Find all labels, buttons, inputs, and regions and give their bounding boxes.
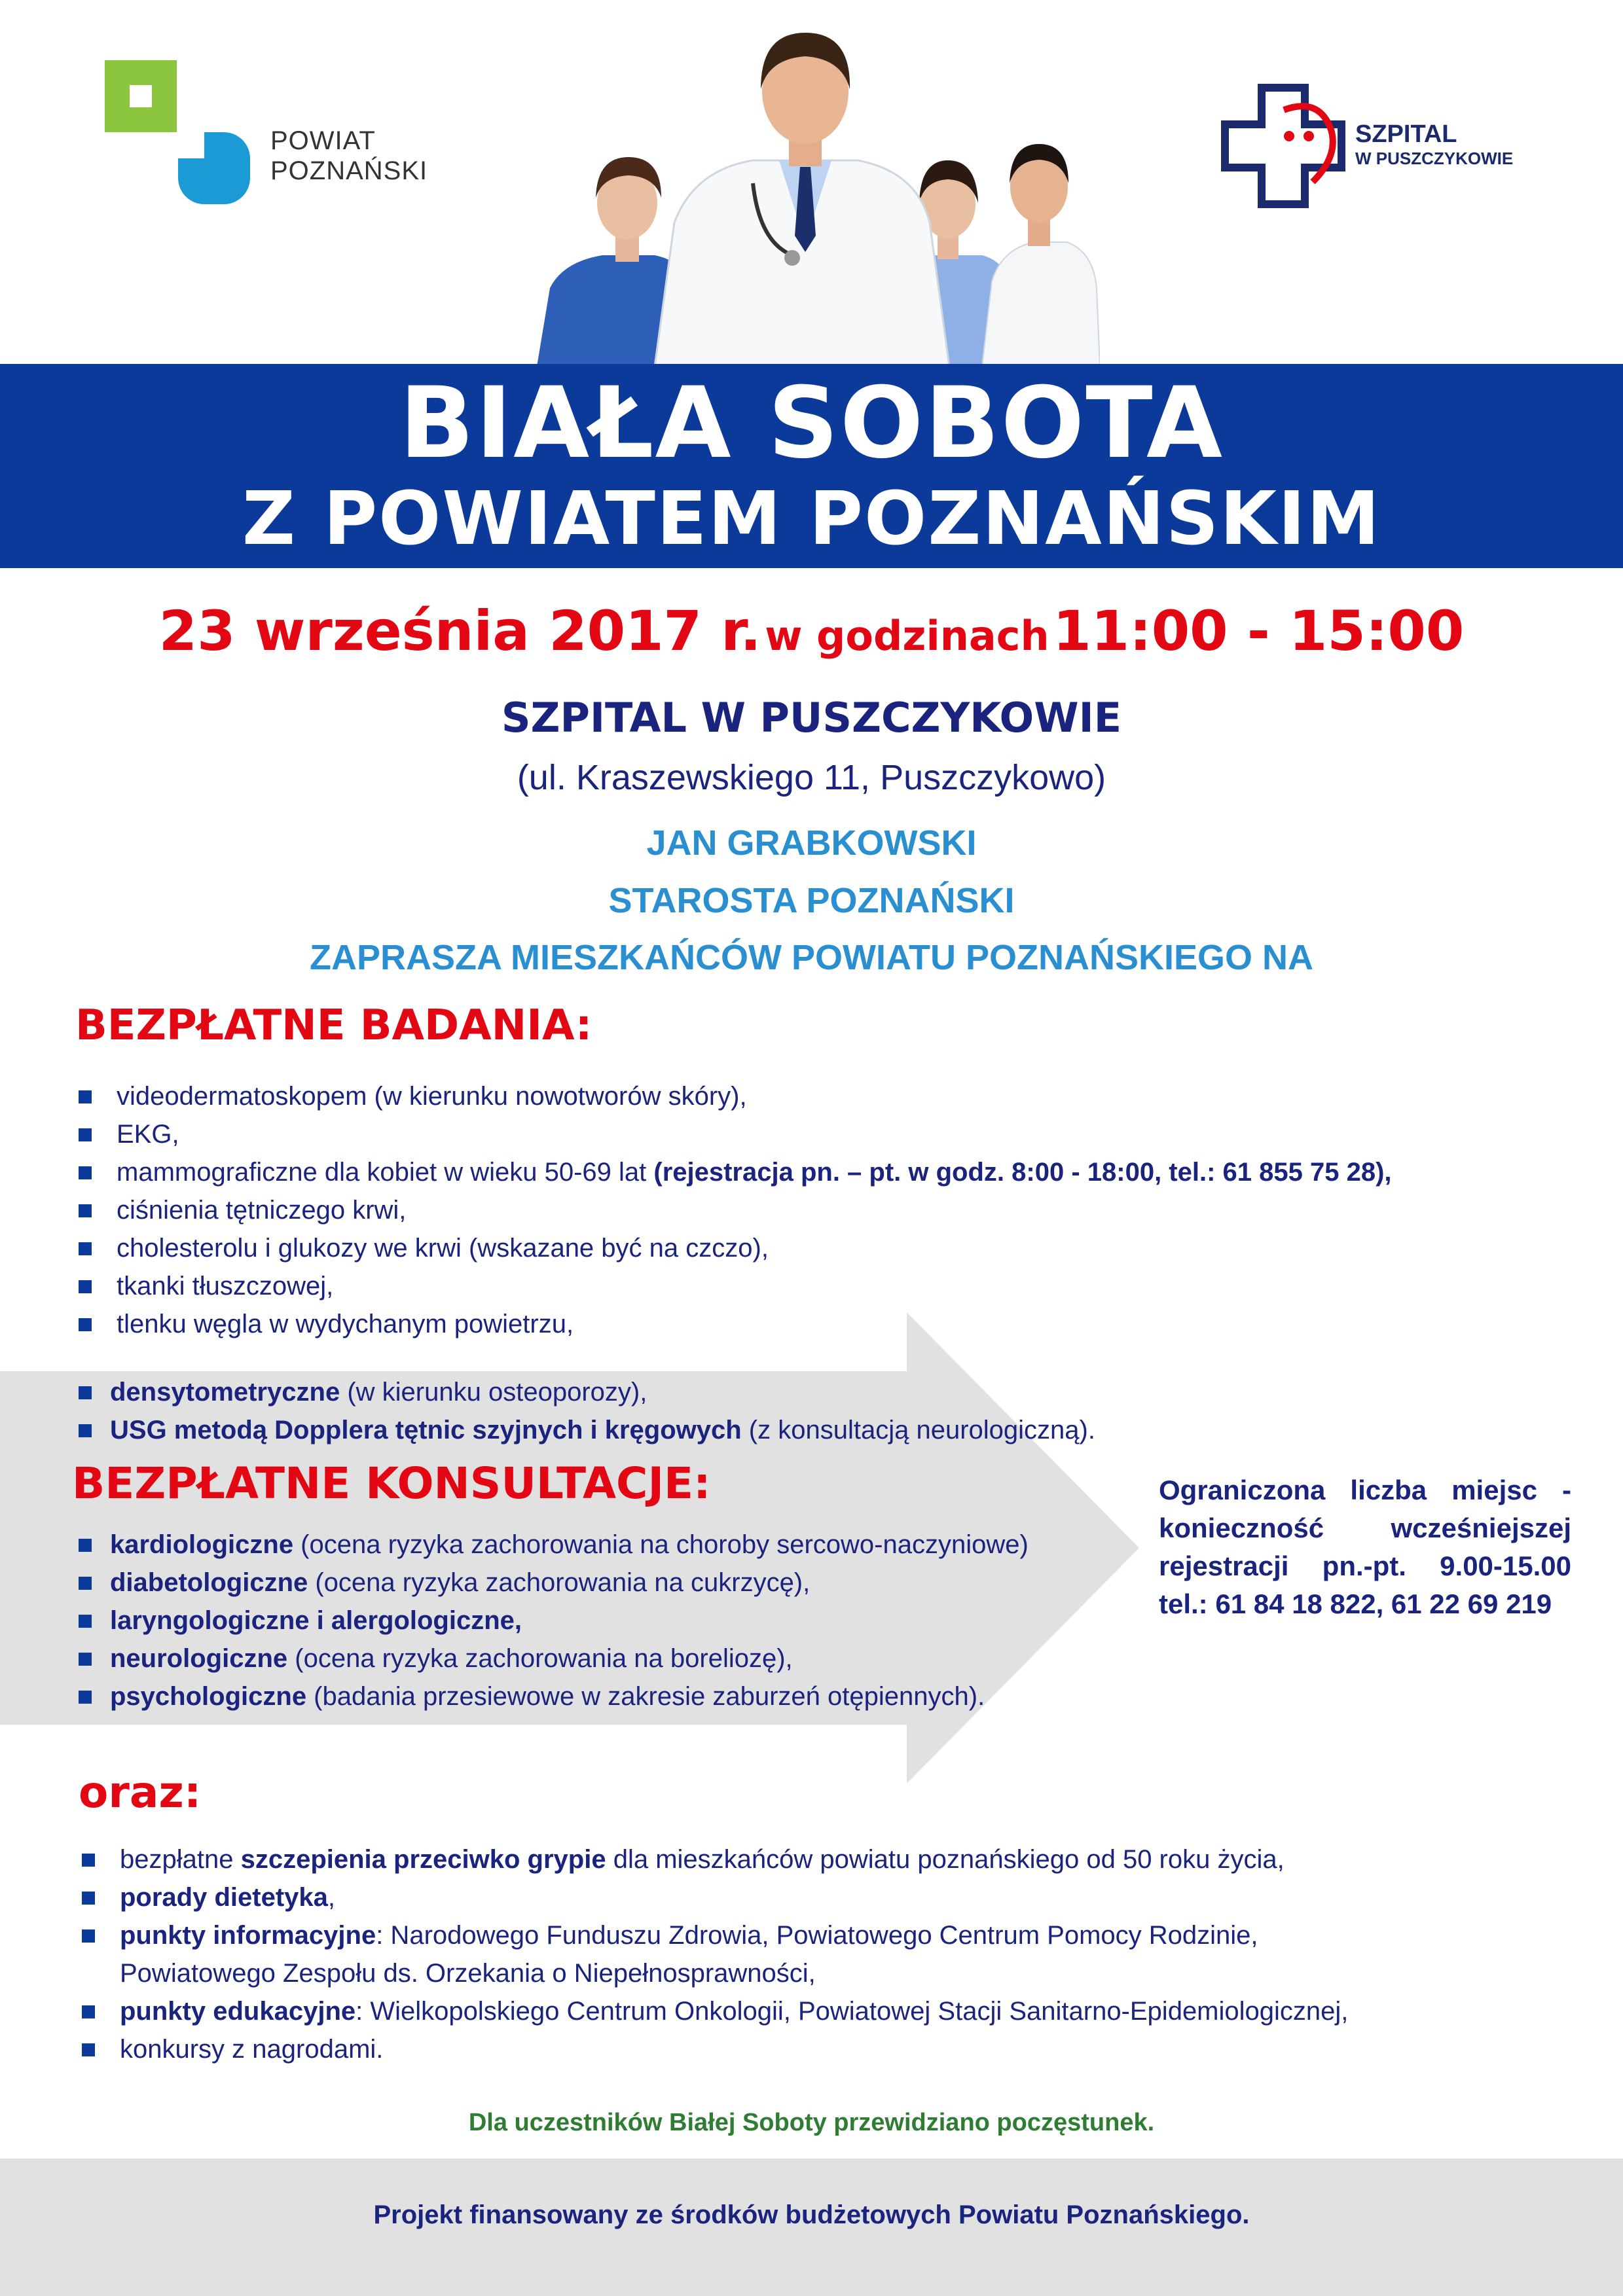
list-item-continuation: Powiatowego Zespołu ds. Orzekania o Niepełnosprawności, — [120, 1959, 816, 1988]
szpital-logo-line1: SZPITAL — [1355, 120, 1457, 148]
square-bullet-icon — [82, 2005, 95, 2018]
event-hours-label: w godzinach — [765, 612, 1049, 660]
doctor-main-figure — [655, 33, 949, 367]
square-bullet-icon — [79, 1615, 92, 1628]
square-bullet-icon — [79, 1691, 92, 1704]
event-date: 23 września 2017 r. — [158, 599, 761, 663]
list-item: densytometryczne (w kierunku osteoporozy), — [79, 1373, 1095, 1411]
powiat-logo-text — [270, 126, 428, 186]
poster-subtitle: Z POWIATEM POZNAŃSKIM — [242, 476, 1381, 562]
poster-title: BIAŁA SOBOTA — [399, 367, 1224, 480]
list-item: cholesterolu i glukozy we krwi (wskazane być na czczo), — [79, 1229, 1392, 1267]
square-bullet-icon — [82, 2043, 95, 2056]
free-tests-list — [79, 1077, 1392, 1343]
free-tests-heading: BEZPŁATNE BADANIA: — [75, 1001, 593, 1050]
list-item: videodermatoskopem (w kierunku nowotworów skóry), — [79, 1077, 1392, 1115]
square-bullet-icon — [79, 1653, 92, 1666]
powiat-logo-line1: POWIAT — [270, 126, 376, 155]
powiat-poznanski-logo — [105, 60, 445, 204]
list-item: punkty edukacyjne: Wielkopolskiego Centrum Onkologii, Powiatowej Stacji Sanitarno-Epidemiologicznej, — [82, 1992, 1348, 2030]
square-bullet-icon — [82, 1854, 95, 1867]
square-bullet-icon — [79, 1128, 92, 1141]
host-name: JAN GRABKOWSKI — [646, 823, 977, 863]
doctor-right-figure — [982, 144, 1100, 367]
logo-green-square — [105, 60, 177, 132]
list-item: punkty informacyjne: Narodowego Funduszu Zdrowia, Powiatowego Centrum Pomocy Rodzinie, — [82, 1916, 1348, 1954]
list-item: laryngologiczne i alergologiczne, — [79, 1602, 1029, 1640]
footer-bar — [0, 2159, 1623, 2296]
list-item: tkanki tłuszczowej, — [79, 1267, 1392, 1305]
square-bullet-icon — [82, 1892, 95, 1905]
refreshments-note: Dla uczestników Białej Soboty przewidziano poczęstunek. — [468, 2109, 1155, 2136]
free-consultations-list — [79, 1526, 1029, 1715]
event-address: (ul. Kraszewskiego 11, Puszczykowo) — [517, 758, 1106, 797]
square-bullet-icon — [79, 1386, 92, 1399]
list-item: USG metodą Dopplera tętnic szyjnych i kręgowych (z konsultacją neurologiczną). — [79, 1411, 1095, 1449]
szpital-puszczykowo-logo — [1221, 84, 1535, 208]
list-item: diabetologiczne (ocena ryzyka zachorowania na cukrzycę), — [79, 1564, 1029, 1602]
square-bullet-icon — [79, 1242, 92, 1255]
square-bullet-icon — [82, 1929, 95, 1943]
event-hours: 11:00 - 15:00 — [1053, 599, 1465, 663]
host-title: STAROSTA POZNAŃSKI — [608, 881, 1015, 920]
title-banner — [0, 364, 1623, 568]
logo-blue-square — [178, 132, 250, 204]
event-date-line — [0, 599, 1623, 663]
square-bullet-icon — [79, 1539, 92, 1552]
also-heading: oraz: — [79, 1767, 202, 1818]
funding-note: Projekt finansowany ze środków budżetowych Powiatu Poznańskiego. — [373, 2200, 1250, 2229]
powiat-logo-line2: POZNAŃSKI — [270, 156, 428, 185]
square-bullet-icon — [79, 1424, 92, 1437]
list-item: mammograficzne dla kobiet w wieku 50-69 lat (rejestracja pn. – pt. w godz. 8:00 - 18:00, tel.: 61 855 75 28), — [79, 1153, 1392, 1191]
free-consultations-heading: BEZPŁATNE KONSULTACJE: — [72, 1458, 711, 1509]
also-list — [82, 1840, 1348, 2068]
list-item: konkursy z nagrodami. — [82, 2030, 1348, 2068]
square-bullet-icon — [79, 1166, 92, 1179]
list-item: neurologiczne (ocena ryzyka zachorowania na boreliozę), — [79, 1640, 1029, 1677]
list-item: porady dietetyka, — [82, 1878, 1348, 1916]
square-bullet-icon — [79, 1577, 92, 1590]
list-item: EKG, — [79, 1115, 1392, 1153]
registration-note: Ograniczona liczba miejsc - konieczność wcześniejszej rejestracji pn.-pt. 9.00-15.00 tel.: 61 84 18 822, 61 22 69 219 — [1159, 1475, 1571, 1619]
square-bullet-icon — [79, 1090, 92, 1103]
additional-tests-list — [79, 1373, 1095, 1449]
list-item: bezpłatne szczepienia przeciwko grypie dla mieszkańców powiatu poznańskiego od 50 roku życia, — [82, 1840, 1348, 1878]
event-venue: SZPITAL W PUSZCZYKOWIE — [501, 694, 1122, 742]
list-item: kardiologiczne (ocena ryzyka zachorowania na choroby sercowo-naczyniowe) — [79, 1526, 1029, 1564]
doctors-illustration — [524, 26, 1100, 367]
list-item: ciśnienia tętniczego krwi, — [79, 1191, 1392, 1229]
square-bullet-icon — [79, 1204, 92, 1217]
list-item: psychologiczne (badania przesiewowe w zakresie zaburzeń otępiennych). — [79, 1677, 1029, 1715]
szpital-logo-text — [1355, 120, 1513, 169]
list-item: tlenku węgla w wydychanym powietrzu, — [79, 1305, 1392, 1343]
square-bullet-icon — [79, 1280, 92, 1293]
invitation-line: ZAPRASZA MIESZKAŃCÓW POWIATU POZNAŃSKIEGO NA — [310, 938, 1313, 977]
szpital-logo-line2: W PUSZCZYKOWIE — [1355, 149, 1514, 168]
hospital-cross-icon — [1221, 84, 1345, 208]
